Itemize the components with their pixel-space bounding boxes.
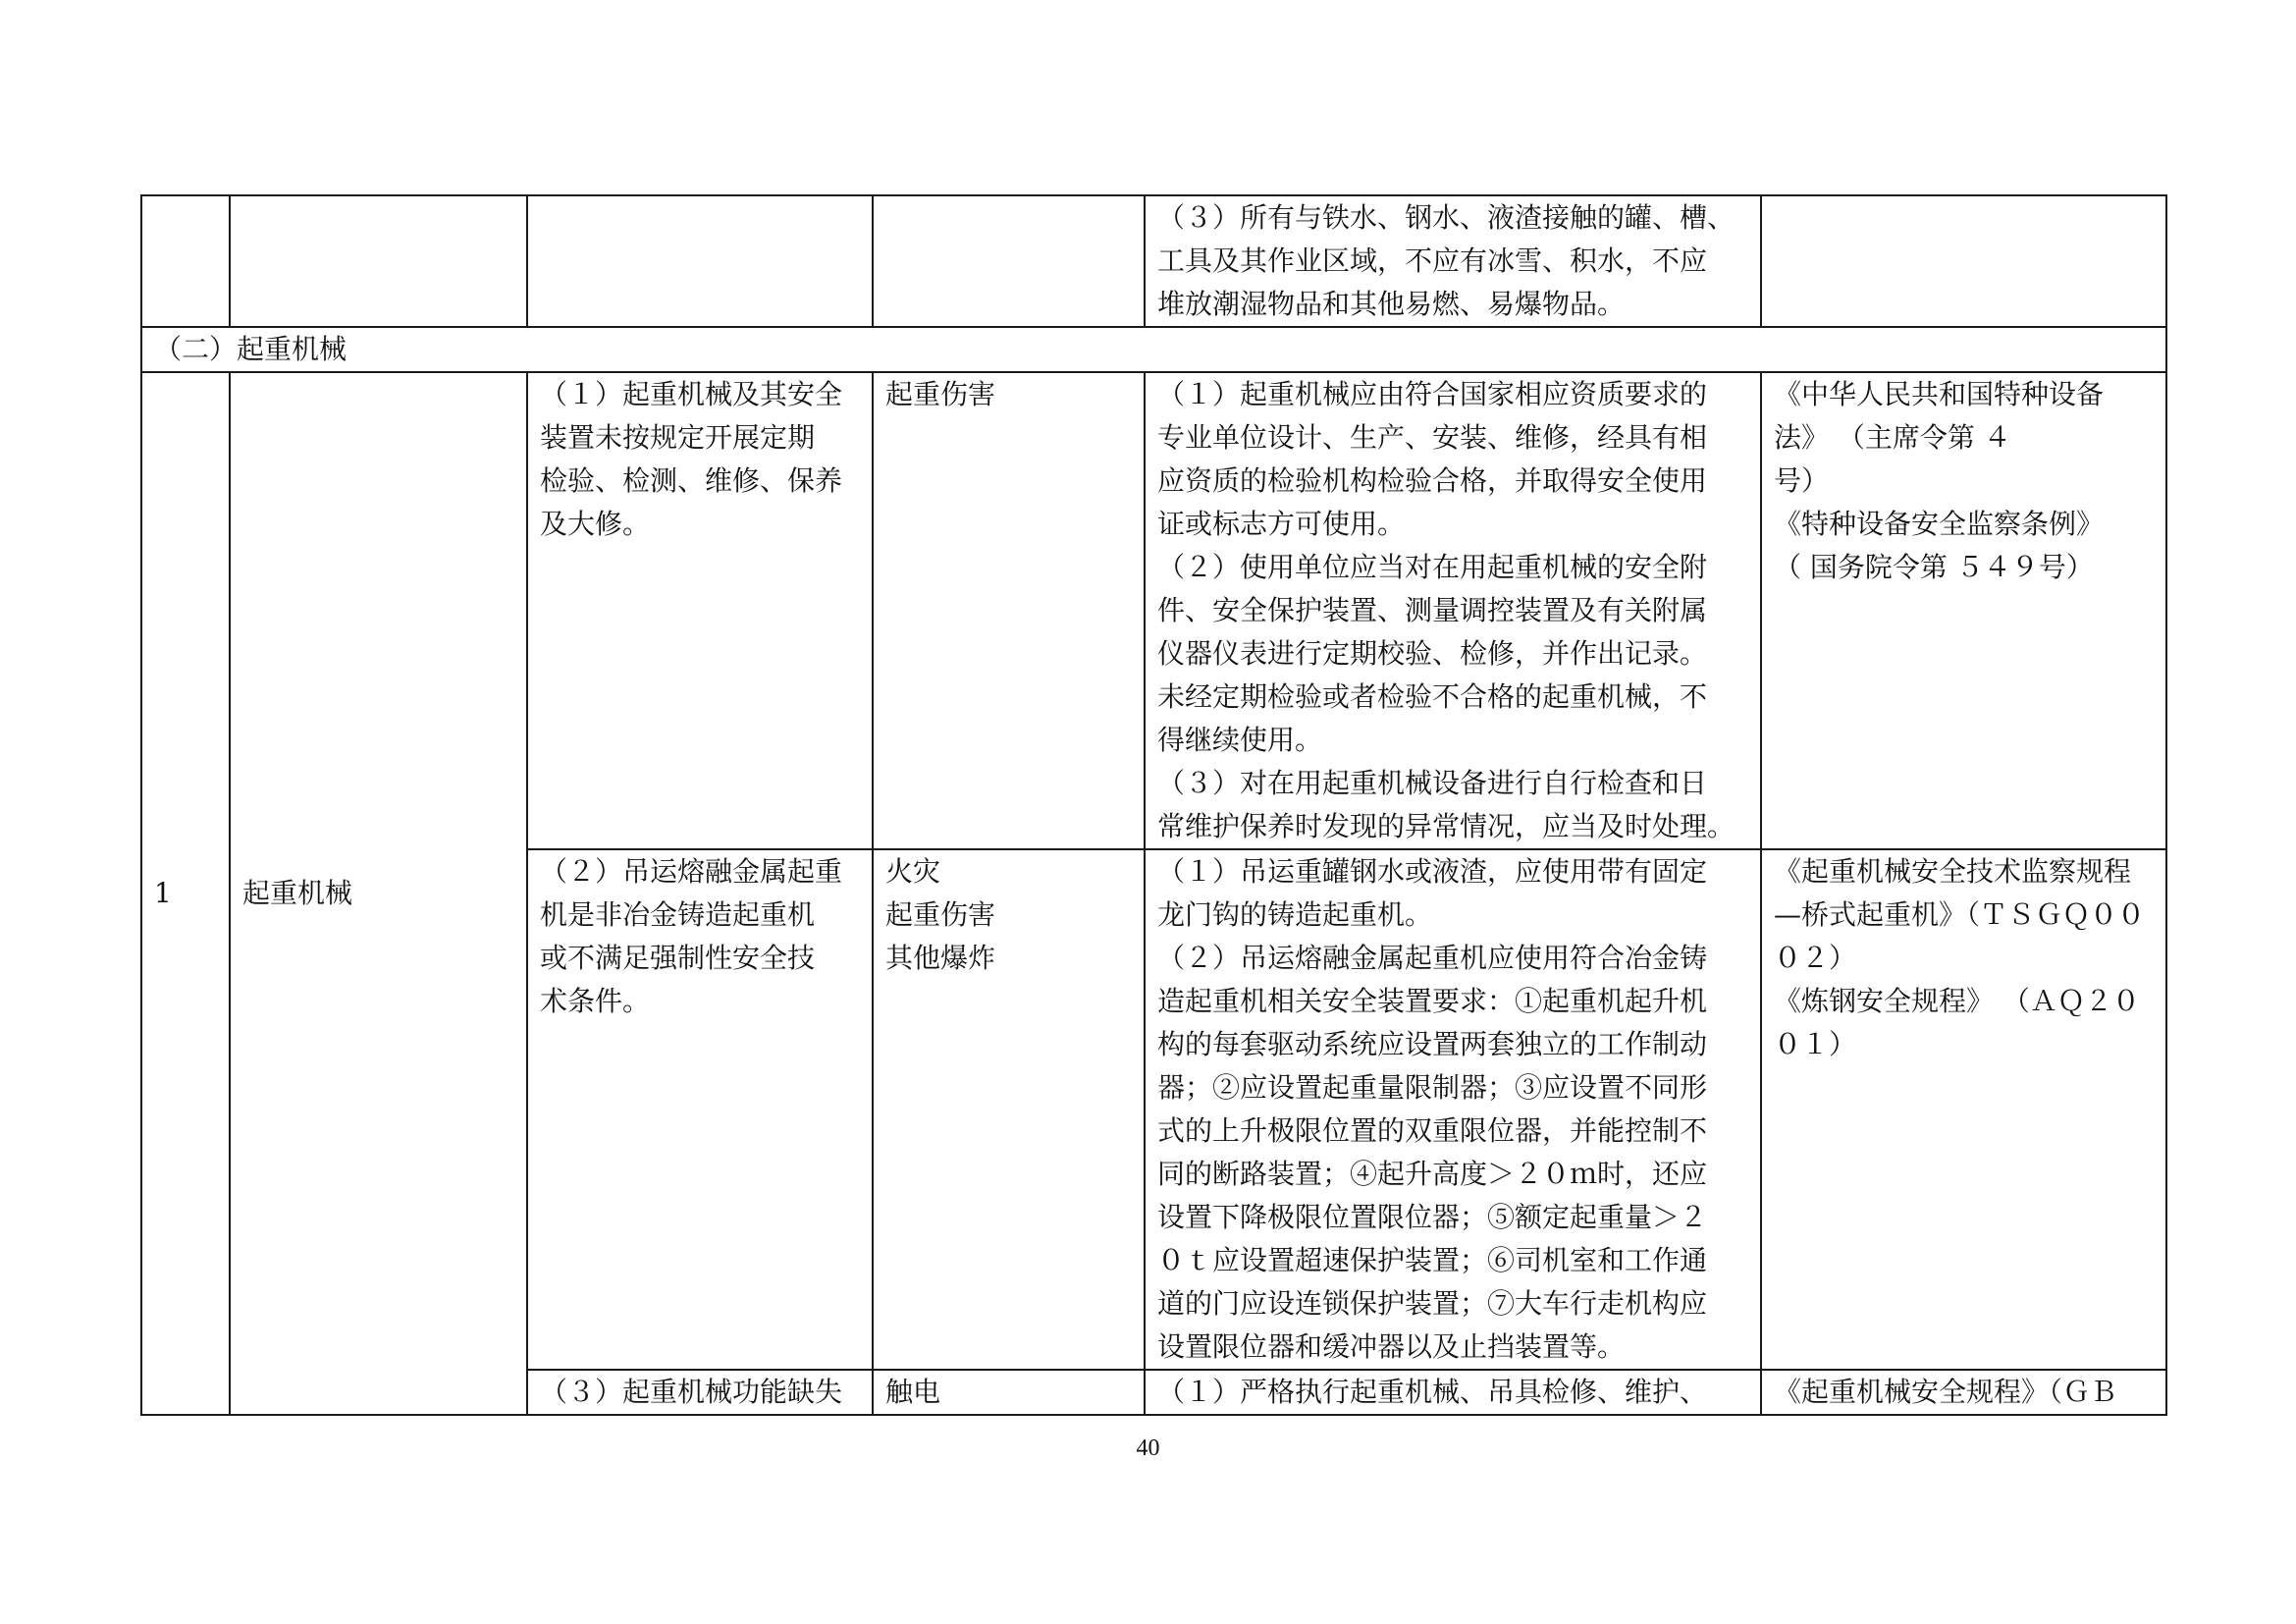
measures-cell (1145, 1370, 1761, 1415)
hazard-cell (527, 195, 873, 327)
basis-text: 《起重机械安全规程》（ＧＢ (1774, 1376, 2118, 1408)
group-category: 起重机械 (230, 372, 527, 1415)
hazard-cell (527, 849, 873, 1370)
hazard-cell (527, 372, 873, 849)
measures-text: （３）所有与铁水、钢水、液渣接触的罐、槽、 工具及其作业区域，不应有冰雪、积水，不应 堆放潮湿物品和其他易燃、易爆物品。 (1157, 201, 1735, 320)
measures-cell (1145, 372, 1761, 849)
index-cell (141, 195, 230, 327)
hazard-cell (527, 1370, 873, 1415)
measures-text: （１）严格执行起重机械、吊具检修、维护、 (1157, 1376, 1708, 1408)
measures-text: （１）起重机械应由符合国家相应资质要求的 专业单位设计、生产、安装、维修，经具有相 应资质的检验机构检验合格，并取得安全使用 证或标志方可使用。 （２）使用单位应当对在用起重机械的安全附 件、安全保护装置、测量调控装置及有关附属 仪器仪表进行定期校验、检修，并作出记录。 未经定期检验或者检验不合格的起重机械，不 得继续使用。 （３）对在用起重机械设备进行自行检查和日 常维护保养时发现的异常情况，应当及时处理。 (1157, 378, 1735, 842)
hazard-table (140, 194, 2167, 1416)
category-cell (230, 195, 527, 327)
accident-cell (873, 372, 1145, 849)
accident-cell (873, 849, 1145, 1370)
hazard-text: （２）吊运熔融金属起重 机是非冶金铸造起重机 或不满足强制性安全技 术条件。 (540, 855, 843, 1017)
basis-cell (1761, 372, 2166, 849)
basis-cell (1761, 849, 2166, 1370)
hazard-text: （３）起重机械功能缺失 (540, 1376, 843, 1408)
table-row (141, 195, 2166, 327)
basis-text: 《中华人民共和国特种设备 法》 （主席令第 ４ 号） 《特种设备安全监察条例》 （ 国务院令第 ５４９号） (1774, 378, 2105, 583)
basis-cell (1761, 1370, 2166, 1415)
table-row (141, 372, 2166, 849)
accident-text: 触电 (885, 1376, 941, 1408)
accident-cell (873, 195, 1145, 327)
page-number: 40 (1136, 1435, 1160, 1461)
measures-cell (1145, 195, 1761, 327)
section-row (141, 327, 2166, 372)
measures-text: （１）吊运重罐钢水或液渣，应使用带有固定 龙门钩的铸造起重机。 （２）吊运熔融金属起重机应使用符合冶金铸 造起重机相关安全装置要求：①起重机起升机 构的每套驱动系统应设置两套独立的工作制动 器；②应设置起重量限制器；③应设置不同形 式的上升极限位置的双重限位器，并能控制不 同的断路装置；④起升高度＞２０ｍ时，还应 设置下降极限位置限位器；⑤额定起重量＞２ ０ｔ应设置超速保护装置；⑥司机室和工作通 道的门应设连锁保护装置；⑦大车行走机构应 设置限位器和缓冲器以及止挡装置等。 (1157, 855, 1708, 1363)
section-heading: （二）起重机械 (141, 327, 2166, 372)
hazard-text: （１）起重机械及其安全 装置未按规定开展定期 检验、检测、维修、保养 及大修。 (540, 378, 843, 540)
basis-cell (1761, 195, 2166, 327)
accident-cell (873, 1370, 1145, 1415)
accident-text: 火灾 起重伤害 其他爆炸 (885, 855, 996, 974)
group-index: 1 (141, 372, 230, 1415)
accident-text: 起重伤害 (885, 378, 996, 410)
basis-text: 《起重机械安全技术监察规程 —桥式起重机》（ＴＳＧＱ００ ０２） 《炼钢安全规程》 （ＡＱ２０ ０１） (1774, 855, 2146, 1060)
measures-cell (1145, 849, 1761, 1370)
